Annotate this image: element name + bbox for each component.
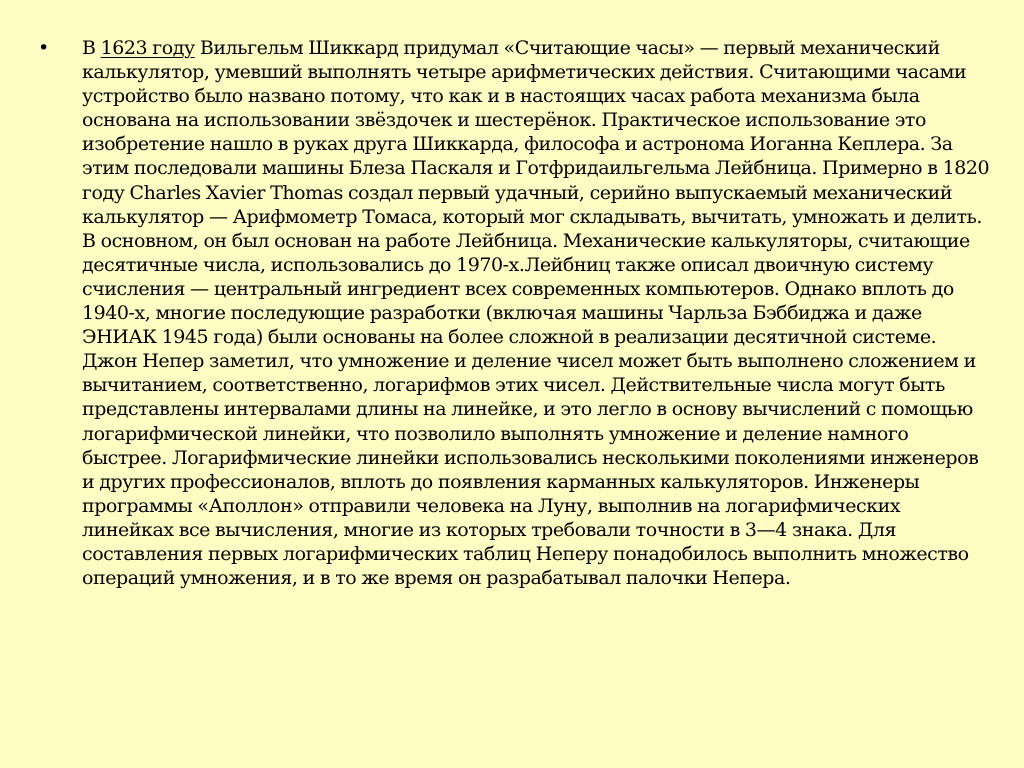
- intro-text: В: [82, 37, 101, 59]
- bullet-item: [38, 36, 994, 590]
- body-text: Вильгельм Шиккард придумал «Считающие часы» — первый механический калькулятор, умевший выполнять четыре арифметических действия. Считающими часами устройство было названо потому, что как и в настоящих часах работа механизма была основана на использовании звёздочек и шестерёнок. Практическое использование это изобретение нашло в руках друга Шиккарда, философа и астронома Иоганна Кеплера. За этим последовали машины Блеза Паскаля и Готфридаильгельма Лейбница. Примерно в 1820 году Charles Xavier Thomas создал первый удачный, серийно выпускаемый механический калькулятор — Арифмометр Томаса, который мог складывать, вычитать, умножать и делить. В основном, он был основан на работе Лейбница. Механические калькуляторы, считающие десятичные числа, использовались до 1970-х.Лейбниц также описал двоичную систему счисления — центральный ингредиент всех современных компьютеров. Однако вплоть до 1940-х, многие последующие разработки (включая машины Чарльза Бэббиджа и даже ЭНИАК 1945 года) были основаны на более сложной в реализации десятичной системе. Джон Непер заметил, что умножение и деление чисел может быть выполнено сложением и вычитанием, соответственно, логарифмов этих чисел. Действительные числа могут быть представлены интервалами длины на линейке, и это легло в основу вычислений с помощью логарифмической линейки, что позволило выполнять умножение и деление намного быстрее. Логарифмические линейки использовались несколькими поколениями инженеров и других профессионалов, вплоть до появления карманных калькуляторов. Инженеры программы «Аполлон» отправили человека на Луну, выполнив на логарифмических линейках все вычисления, многие из которых требовали точности в 3—4 знака. Для составления первых логарифмических таблиц Неперу понадобилось выполнить множество операций умножения, и в то же время он разрабатывал палочки Непера.: [82, 37, 990, 590]
- bullet-list: [38, 36, 994, 590]
- year-link[interactable]: 1623 году: [100, 37, 195, 59]
- bullet-icon: •: [38, 37, 49, 59]
